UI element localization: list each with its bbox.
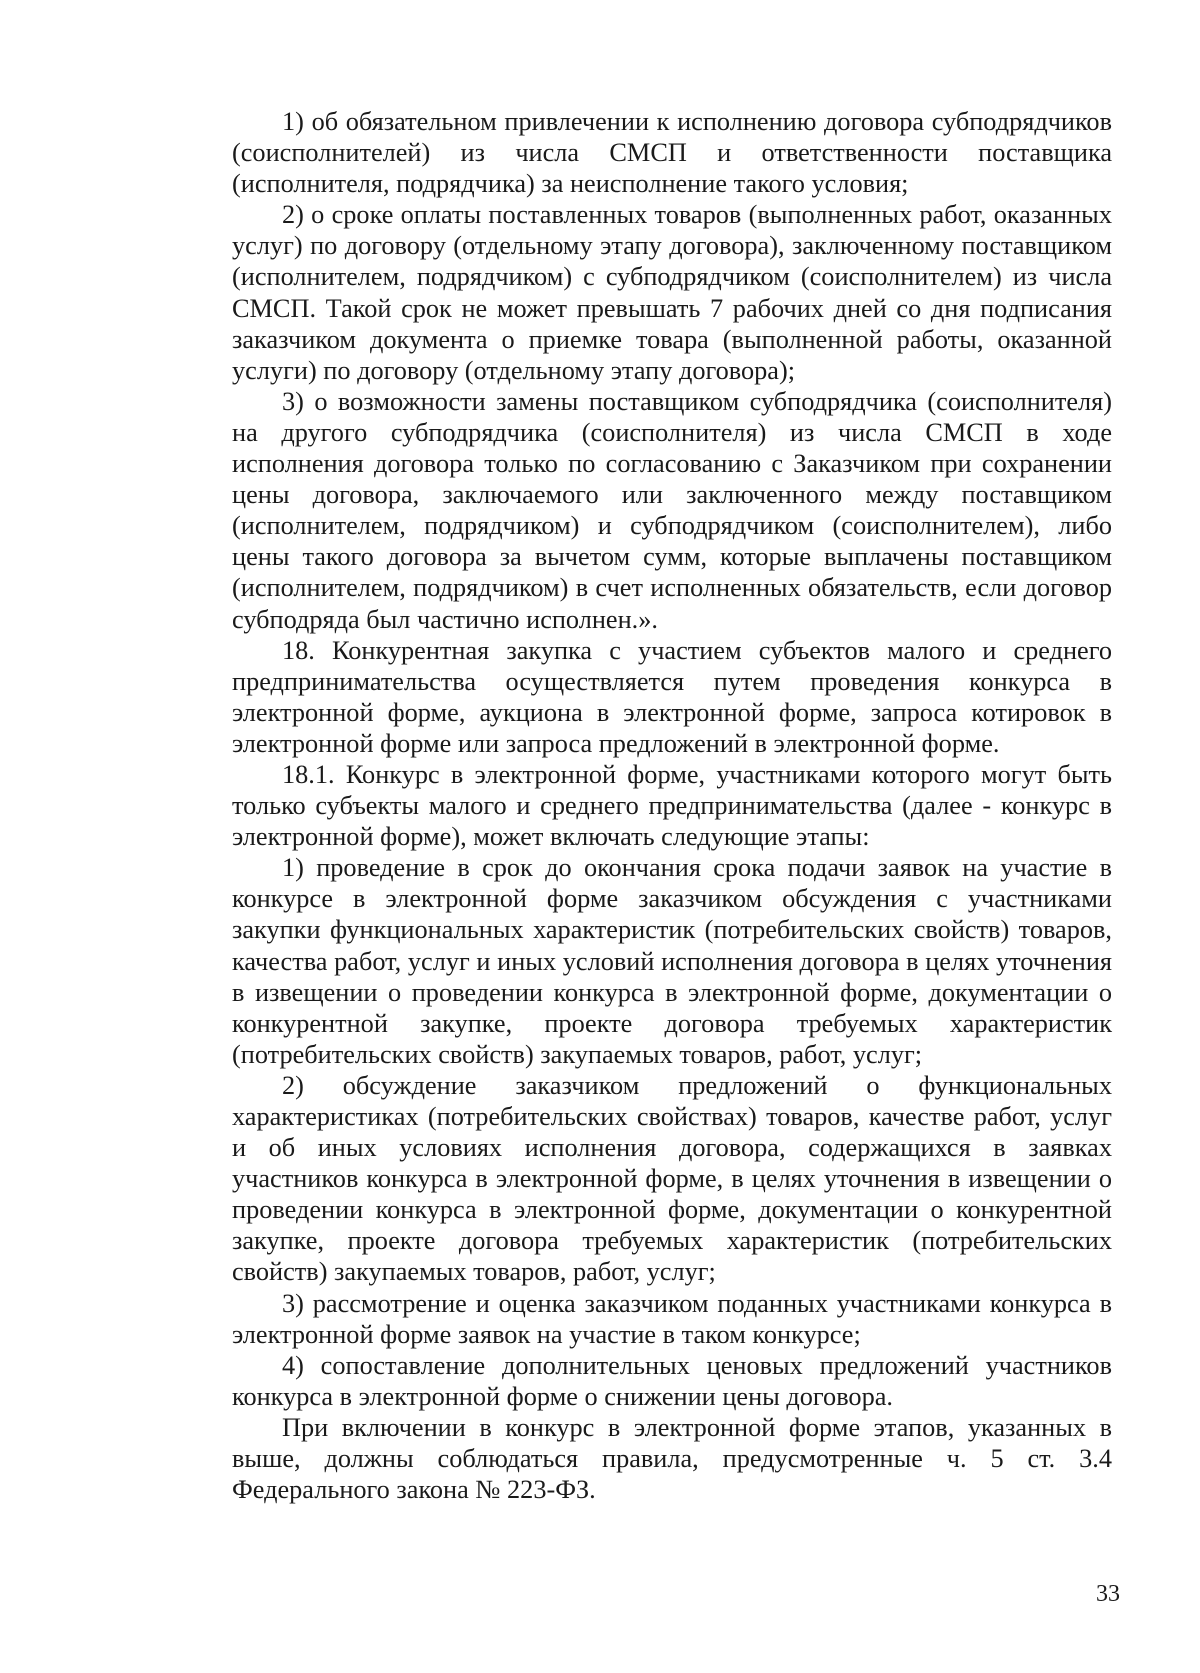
paragraph-stage-1: 1) проведение в срок до окончания срока подачи заявок на участие в конкурсе в электронной форме заказчиком обсуждения с участниками закупки функциональных характеристик (потребительских свойств) товаров, качества работ, услуг и иных условий исполнения договора в целях уточнения в извещении о проведении конкурса в электронной форме, документации о конкурентной закупке, проекте договора требуемых характеристик (потребительских свойств) закупаемых товаров, работ, услуг; (232, 853, 1112, 1069)
paragraph-item-1: 1) об обязательном привлечении к исполнению договора субподрядчиков (соисполнителей) из числа СМСП и ответственности поставщика (исполнителя, подрядчика) за неисполнение такого условия; (232, 107, 1112, 199)
document-body (232, 106, 1112, 1505)
page-number: 33 (1096, 1581, 1120, 1607)
paragraph-stage-4: 4) сопоставление дополнительных ценовых предложений участников конкурса в электронной форме о снижении цены договора. (232, 1350, 1112, 1411)
paragraph-item-3: 3) о возможности замены поставщиком субподрядчика (соисполнителя) на другого субподрядчика (соисполнителя) из числа СМСП в ходе исполнения договора только по согласованию с Заказчиком при сохранении цены договора, заключаемого или заключенного между поставщиком (исполнителем, подрядчиком) и субподрядчиком (соисполнителем), либо цены такого договора за вычетом сумм, которые выплачены поставщиком (исполнителем, подрядчиком) в счет исполненных обязательств, если договор субподряда был частично исполнен.». (232, 386, 1112, 634)
paragraph-closing: При включении в конкурс в электронной форме этапов, указанных в выше, должны соблюдаться правила, предусмотренные ч. 5 ст. 3.4 Федерального закона № 223-ФЗ. (232, 1412, 1112, 1505)
paragraph-stage-3: 3) рассмотрение и оценка заказчиком поданных участниками конкурса в электронной форме заявок на участие в таком конкурсе; (232, 1288, 1112, 1349)
paragraph-stage-2: 2) обсуждение заказчиком предложений о функциональных характеристиках (потребительских свойствах) товаров, качестве работ, услуг и об иных условиях исполнения договора, содержащихся в заявках участников конкурса в электронной форме, в целях уточнения в извещении о проведении конкурса в электронной форме, документации о конкурентной закупке, проекте договора требуемых характеристик (потребительских свойств) закупаемых товаров, работ, услуг; (232, 1070, 1112, 1287)
paragraph-section-18: 18. Конкурентная закупка с участием субъектов малого и среднего предпринимательства осуществляется путем проведения конкурса в электронной форме, аукциона в электронной форме, запроса котировок в электронной форме или запроса предложений в электронной форме. (232, 635, 1112, 758)
paragraph-section-18-1: 18.1. Конкурс в электронной форме, участниками которого могут быть только субъекты малого и среднего предпринимательства (далее - конкурс в электронной форме), может включать следующие этапы: (232, 759, 1112, 852)
paragraph-item-2: 2) о сроке оплаты поставленных товаров (выполненных работ, оказанных услуг) по договору (отдельному этапу договора), заключенному поставщиком (исполнителем, подрядчиком) с субподрядчиком (соисполнителем) из числа СМСП. Такой срок не может превышать 7 рабочих дней со дня подписания заказчиком документа о приемке товара (выполненной работы, оказанной услуги) по договору (отдельному этапу договора); (232, 200, 1112, 385)
